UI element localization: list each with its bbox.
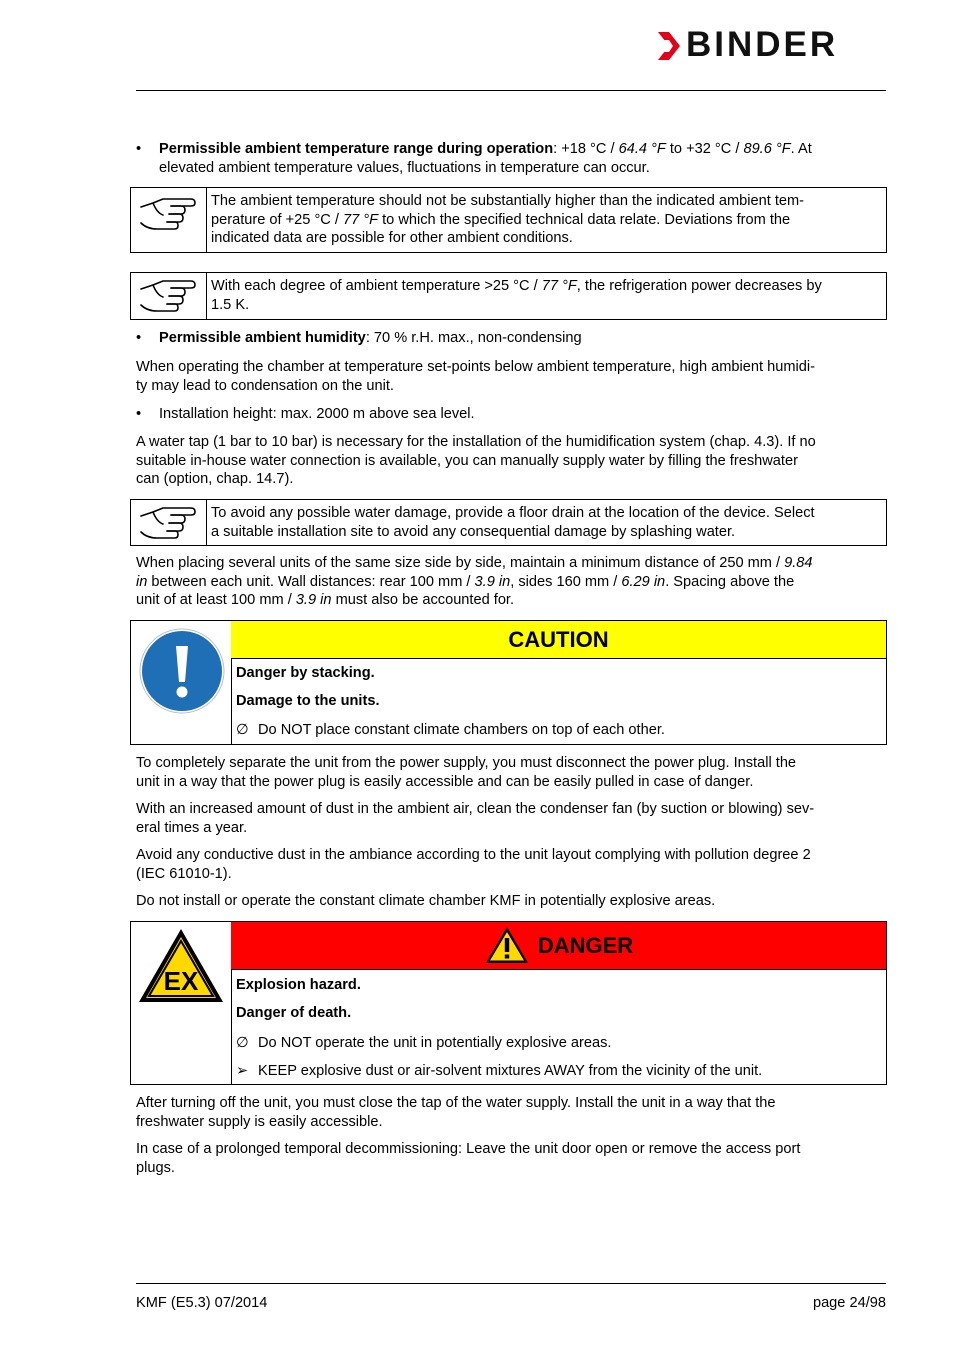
paragraph-water-supply: After turning off the unit, you must close the tap of the water supply. Install the unit in a way that the freshwater supply is easily accessible. [136, 1095, 776, 1130]
pointing-hand-icon [137, 193, 199, 237]
bullet-ambient-humidity: • Permissible ambient humidity: 70 % r.H. max., non-condensing [136, 330, 582, 346]
warning-triangle-icon [484, 925, 530, 965]
paragraph-dust-cleaning: With an increased amount of dust in the ambient air, clean the condenser fan (by suction or blowing) sev- eral times a year. [136, 801, 815, 836]
bullet-label: Permissible ambient temperature range during operation [159, 141, 554, 157]
explosion-hazard-icon [136, 926, 226, 1006]
footer-page-number: page 24/98 [812, 1295, 886, 1311]
note-box-ambient-temperature: The ambient temperature should not be substantially higher than the indicated ambient tem- perature of +25 °C / 77 °F to which the specified technical data relate. Deviations from the indicated data are possible for other ambient conditions. [130, 187, 887, 253]
footer-document-id: KMF (E5.3) 07/2014 [136, 1295, 268, 1311]
danger-consequence: Danger of death. [236, 1005, 352, 1021]
binder-logo-arrow-icon [656, 28, 682, 64]
caution-heading: CAUTION [231, 621, 886, 659]
caution-hazard: Danger by stacking. [236, 665, 375, 681]
paragraph-spacing: When placing several units of the same size side by side, maintain a minimum distance of 250 mm / 9.84 in between each unit. Wall distances: rear 100 mm / 3.9 in, sides 160 mm / 6.29 in. Spacing above the unit of at least 100 mm / 3.9 in must also be accounted for. [136, 555, 813, 608]
danger-title: DANGER [537, 933, 634, 958]
paragraph-explosive-areas: Do not install or operate the constant climate chamber KMF in potentially explosive areas. [136, 893, 716, 909]
caution-consequence: Damage to the units. [236, 693, 380, 709]
danger-hazard: Explosion hazard. [236, 977, 361, 993]
pointing-hand-icon [137, 502, 199, 546]
danger-box [130, 921, 887, 1085]
paragraph-power-plug: To completely separate the unit from the power supply, you must disconnect the power plug. Install the unit in a way that the power plug is easily accessible and can be easily pulled in case of danger. [136, 755, 797, 790]
binder-logo [656, 25, 888, 66]
logo-text: BINDER [686, 25, 839, 64]
danger-instruction-2: ➢ KEEP explosive dust or air-solvent mixtures AWAY from the vicinity of the unit. [236, 1063, 763, 1079]
danger-heading [231, 922, 886, 970]
ex-label: EX [163, 966, 199, 996]
paragraph-conductive-dust: Avoid any conductive dust in the ambiance according to the unit layout complying with pollution degree 2 (IEC 61010-1). [136, 847, 811, 882]
footer-rule [136, 1283, 886, 1284]
paragraph-water-tap: A water tap (1 bar to 10 bar) is necessary for the installation of the humidification system (chap. 4.3). If no suitable in-house water connection is available, you can manually supply water by filling the freshwater can (option, chap. 14.7). [136, 434, 816, 487]
exclamation-mandatory-icon [137, 626, 227, 716]
danger-instruction-1: ∅ Do NOT operate the unit in potentially explosive areas. [236, 1035, 612, 1051]
header-rule [136, 90, 886, 91]
bullet-temperature-range: • Permissible ambient temperature range during operation: +18 °C / 64.4 °F to +32 °C / 89.6 °F. At elevated ambient temperature values, fluctuations in temperature can occur. [136, 141, 812, 176]
pointing-hand-icon [137, 275, 199, 319]
note-box-water-damage: To avoid any possible water damage, provide a floor drain at the location of the device. Select a suitable installation site to avoid any consequential damage by splashing water. [130, 499, 887, 546]
paragraph-condensation: When operating the chamber at temperature set-points below ambient temperature, high ambient humidi- ty may lead to condensation on the unit. [136, 359, 815, 394]
paragraph-decommissioning: In case of a prolonged temporal decommissioning: Leave the unit door open or remove the access port plugs. [136, 1141, 801, 1176]
note-box-refrigeration-power: With each degree of ambient temperature >25 °C / 77 °F, the refrigeration power decreases by 1.5 K. [130, 272, 887, 320]
caution-instruction: ∅ Do NOT place constant climate chambers on top of each other. [236, 722, 665, 738]
caution-box [130, 620, 887, 745]
bullet-installation-height: • Installation height: max. 2000 m above sea level. [136, 406, 475, 422]
